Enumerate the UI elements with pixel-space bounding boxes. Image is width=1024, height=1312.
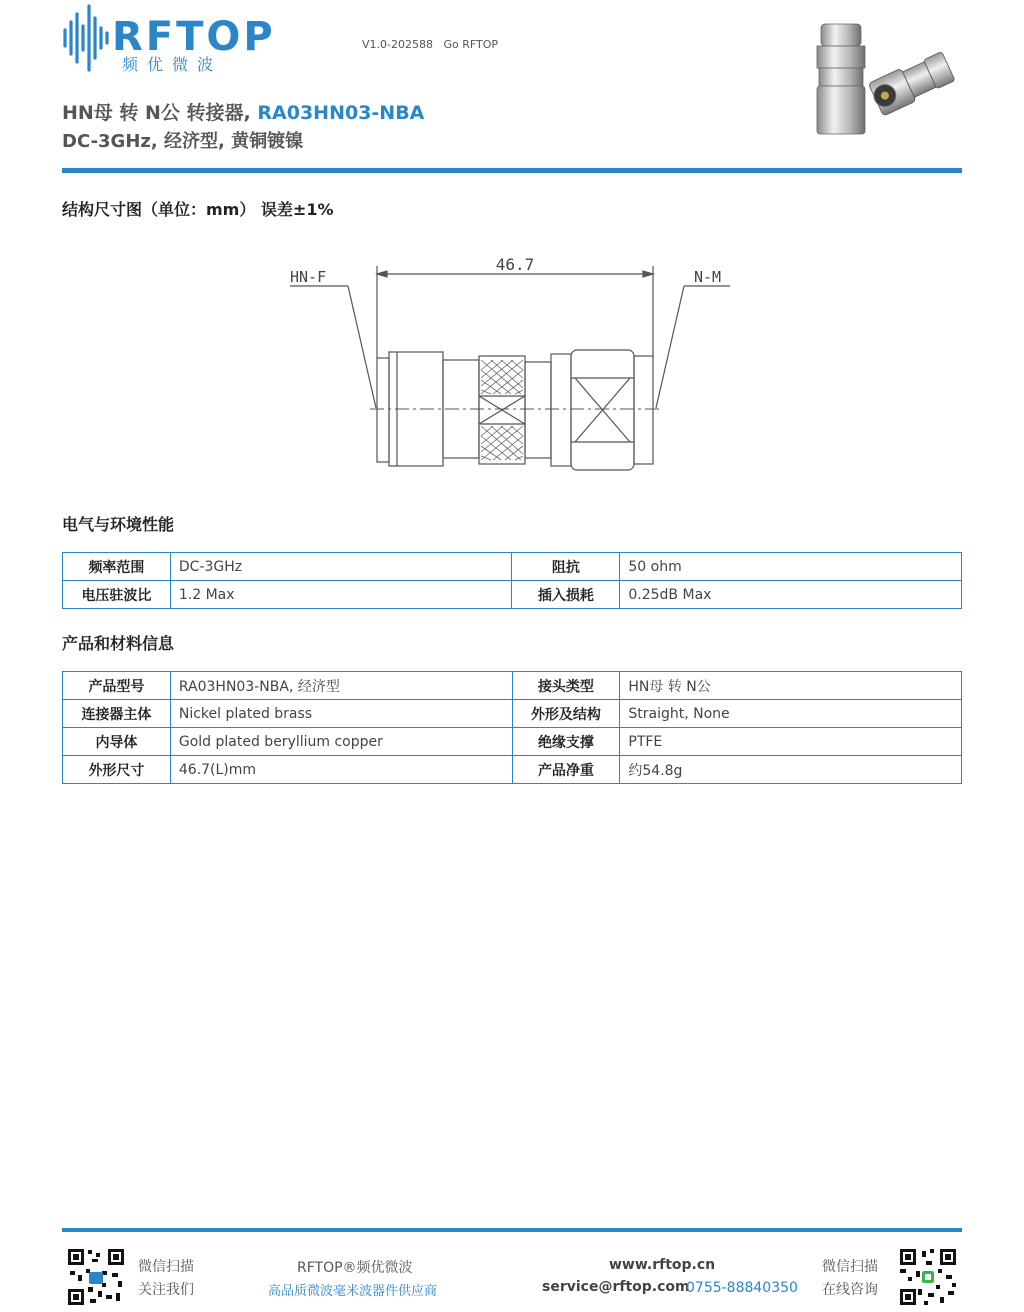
table-value: RA03HN03-NBA, 经济型	[170, 672, 512, 700]
qr-code-left	[66, 1247, 126, 1307]
table-row	[63, 553, 962, 581]
table-value: 50 ohm	[620, 553, 962, 581]
footer-wechat-follow-1: 微信扫描	[138, 1259, 194, 1275]
version-label: V1.0-202588 Go RFTOP	[362, 38, 499, 51]
table-value: 0.25dB Max	[620, 581, 962, 609]
footer-brand: RFTOP®频优微波	[297, 1260, 413, 1276]
table-row	[63, 756, 962, 784]
table-row	[63, 728, 962, 756]
table-key: 绝缘支撑	[512, 728, 620, 756]
dimension-drawing	[280, 248, 750, 478]
footer-wechat-consult-2: 在线咨询	[822, 1282, 878, 1298]
product-photo	[805, 18, 965, 140]
table-value: 约54.8g	[620, 756, 962, 784]
table-row	[63, 672, 962, 700]
footer-phone: 0755-88840350	[686, 1280, 798, 1296]
table-key: 连接器主体	[63, 700, 171, 728]
qr-code-right	[898, 1247, 958, 1307]
table-key: 外形尺寸	[63, 756, 171, 784]
table-value: HN母 转 N公	[620, 672, 962, 700]
table-value: DC-3GHz	[170, 553, 512, 581]
footer-website[interactable]: www.rftop.cn	[609, 1257, 716, 1273]
footer-email[interactable]: service@rftop.com	[542, 1279, 690, 1295]
table-value: 46.7(L)mm	[170, 756, 512, 784]
part-number: RA03HN03-NBA	[257, 102, 425, 124]
table-row	[63, 700, 962, 728]
table-key: 接头类型	[512, 672, 620, 700]
n-m-label: N-M	[694, 268, 722, 286]
logo-text: RFTOP	[112, 14, 276, 60]
dimension-value: 46.7	[495, 255, 535, 274]
logo-wave-icon	[62, 0, 112, 74]
table-value: Nickel plated brass	[170, 700, 512, 728]
table-key: 电压驻波比	[63, 581, 171, 609]
logo-subtext: 频优微波	[122, 55, 223, 74]
table-value: Gold plated beryllium copper	[170, 728, 512, 756]
table-value: PTFE	[620, 728, 962, 756]
footer-wechat-consult-1: 微信扫描	[822, 1259, 878, 1275]
title-prefix: HN母 转 N公 转接器,	[62, 102, 258, 124]
electrical-section-title: 电气与环境性能	[62, 515, 175, 534]
table-key: 插入损耗	[512, 581, 620, 609]
electrical-table	[62, 552, 962, 609]
table-value: 1.2 Max	[170, 581, 512, 609]
footer-tagline: 高品质微波毫米波器件供应商	[268, 1284, 438, 1299]
table-row	[63, 581, 962, 609]
table-key: 内导体	[63, 728, 171, 756]
footer-divider	[62, 1228, 962, 1232]
header-divider	[62, 168, 962, 173]
footer-wechat-follow-2: 关注我们	[138, 1282, 194, 1298]
table-key: 频率范围	[63, 553, 171, 581]
drawing-section-title: 结构尺寸图（单位：mm） 误差±1%	[62, 200, 334, 219]
table-key: 外形及结构	[512, 700, 620, 728]
product-table	[62, 671, 962, 784]
table-key: 产品净重	[512, 756, 620, 784]
logo	[62, 0, 276, 74]
product-section-title: 产品和材料信息	[62, 634, 175, 653]
page-title	[62, 98, 424, 125]
page-subtitle: DC-3GHz, 经济型, 黄铜镀镍	[62, 131, 304, 152]
table-key: 阻抗	[512, 553, 620, 581]
table-value: Straight, None	[620, 700, 962, 728]
hn-f-label: HN-F	[290, 268, 327, 286]
table-key: 产品型号	[63, 672, 171, 700]
